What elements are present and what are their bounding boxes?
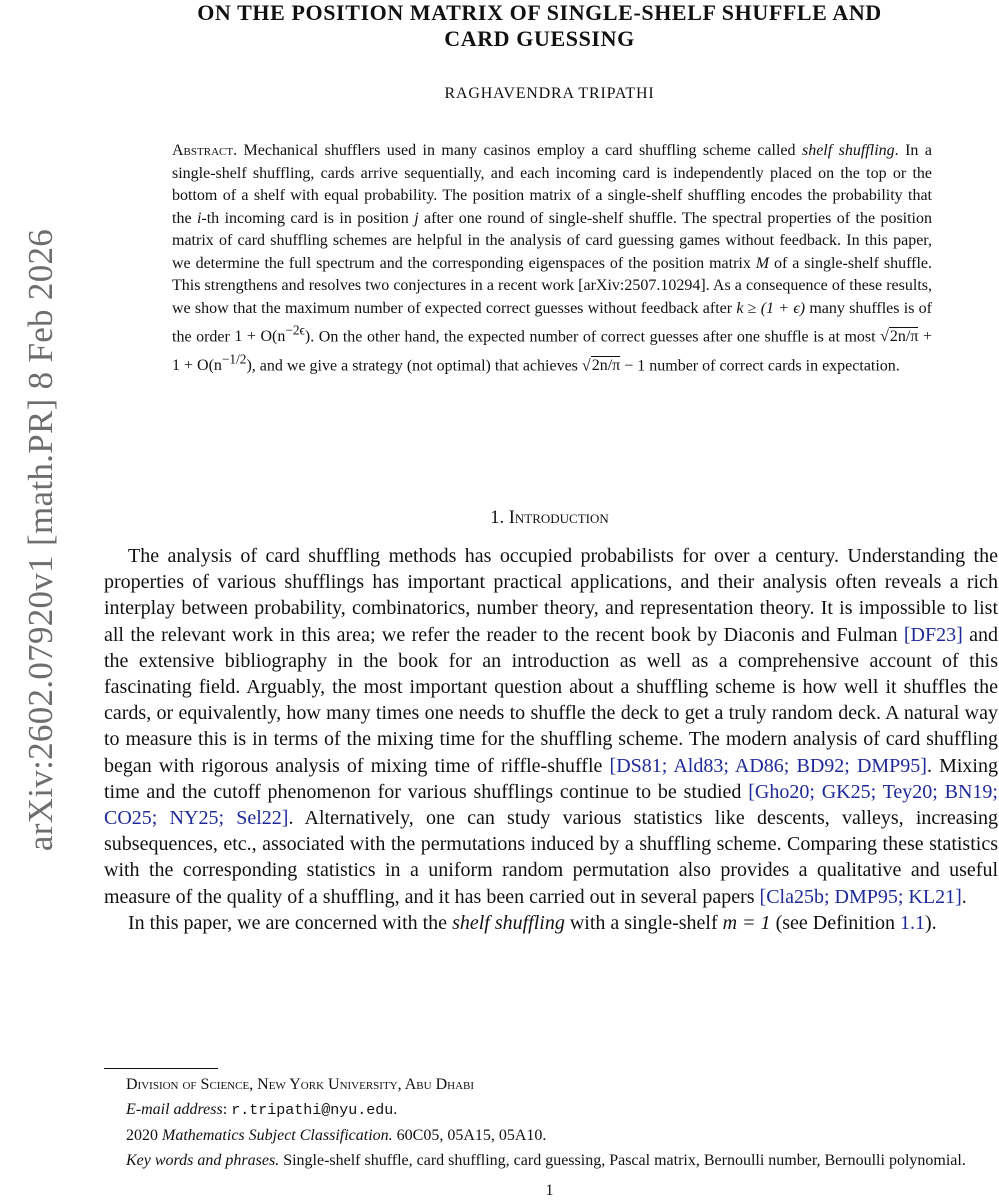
abstract-text: Mechanical shufflers used in many casinos employ a card shuffling scheme called xyxy=(237,142,802,159)
intro-term: shelf shuffling xyxy=(452,911,565,934)
math-var: j xyxy=(414,209,419,227)
citation-link[interactable]: [Cla25b; DMP95; KL21] xyxy=(759,885,962,908)
title-line-1: ON THE POSITION MATRIX OF SINGLE-SHELF SHUFFLE AND xyxy=(197,0,882,25)
section-title: Introduction xyxy=(508,508,609,528)
abstract-text: . On the other hand, the expected number of correct guesses after one shuffle is at most xyxy=(310,328,881,346)
intro-paragraph-2: In this paper, we are concerned with the shelf shuffling with a single-shelf m = 1 (see Definition 1.1). xyxy=(128,911,937,934)
footnotes xyxy=(104,1072,998,1173)
abstract-text: . In a single-shelf shuffling, cards arrive sequentially, and each incoming card is independently placed on the top or the bottom of a shelf with equal probability. The position matrix of a single-shelf shuffling encodes the probability that the xyxy=(172,142,932,227)
abstract-text: -th incoming card is in position xyxy=(201,209,415,227)
section-number: 1. xyxy=(490,508,505,528)
email-address[interactable]: r.tripathi@nyu.edu xyxy=(231,1102,394,1119)
author-name: RAGHAVENDRA TRIPATHI xyxy=(444,85,655,102)
keywords-line: Key words and phrases. Single-shelf shuffle, card shuffling, card guessing, Pascal matrix, Bernoulli number, Bernoulli polynomial. xyxy=(126,1152,966,1169)
arxiv-side-stamp xyxy=(22,195,60,885)
citation-link[interactable]: [Gho20; GK25; Tey20; BN19; CO25; NY25; Sel22] xyxy=(104,780,998,830)
citation-link[interactable]: [DF23] xyxy=(903,623,963,646)
section-heading xyxy=(100,508,999,529)
abstract-label: Abstract. xyxy=(172,142,238,159)
math-expression: k ≥ (1 + ϵ) xyxy=(736,299,806,317)
abstract xyxy=(172,140,932,378)
msc-line: 2020 Mathematics Subject Classification. 60C05, 05A15, 05A10. xyxy=(126,1127,547,1144)
abstract-term: shelf shuffling xyxy=(801,142,895,159)
intro-paragraph-1: The analysis of card shuffling methods has occupied probabilists for over a century. Understanding the properties of various shufflings has important practical applications, and their analysis often reveals a rich interplay between probability, combinatorics, number theory, and representation theory. It is impossible to list all the relevant work in this area; we refer the reader to the recent book by Diaconis and Fulman [DF23] and the extensive bibliography in the book for an introduction as well as a comprehensive account of this fascinating field. Arguably, the most important question about a shuffling scheme is how well it shuffles the cards, or equivalently, how many times one needs to shuffle the deck to get a truly random deck. A natural way to measure this is in terms of the mixing time for the shuffling scheme. The modern analysis of card shuffling began with rigorous analysis of mixing time of riffle-shuffle [DS81; Ald83; AD86; BD92; DMP95]. Mixing time and the cutoff phenomenon for various shufflings continue to be studied [Gho20; GK25; Tey20; BN19; CO25; NY25; Sel22]. Alternatively, one can study various statistics like descents, valleys, increasing subsequences, etc., associated with the permutations induced by a shuffling scheme. Comparing these statistics with the corresponding statistics in a uniform random permutation also provides a qualitative and useful measure of the quality of a shuffling, and it has been carried out in several papers [Cla25b; DMP95; KL21]. xyxy=(104,545,999,908)
math-expression: m = 1 xyxy=(722,911,771,934)
math-expression: $√2n/\pi + 1 + O(n^{-1/2})$ xyxy=(172,328,932,375)
citation-link[interactable]: [DS81; Ald83; AD86; BD92; DMP95] xyxy=(609,754,927,777)
math-expression: $1 + O(n^{-2\epsilon})$ xyxy=(234,323,311,346)
math-var: i xyxy=(196,209,202,227)
math-expression: √2n/π − 1 xyxy=(581,357,646,375)
abstract-text: of a single-shelf shuffle. This strengthens and resolves two conjectures in a recent work [arXiv:2507.10294]. As a consequence of these results, we show that the maximum number of expected correct guesses without feedback after xyxy=(172,254,933,317)
footnote-rule xyxy=(104,1068,218,1069)
email-line: E-mail address: r.tripathi@nyu.edu. xyxy=(126,1101,398,1119)
affiliation: Division of Science, New York University, Abu Dhabi xyxy=(126,1076,475,1093)
arxiv-identifier: arXiv:2602.07920v1 [math.PR] 8 Feb 2026 xyxy=(21,228,60,852)
abstract-text: after one round of single-shelf shuffle. The spectral properties of the position matrix of card shuffling schemes are helpful in the analysis of card guessing games without feedback. In this paper, we determine the full spectrum and the corresponding eigenspaces of the position matrix xyxy=(172,209,933,272)
title-line-2: CARD GUESSING xyxy=(444,26,635,51)
math-var: M xyxy=(755,254,770,272)
introduction-body xyxy=(104,543,998,936)
page-number: 1 xyxy=(545,1182,554,1199)
abstract-text: many shuffles is of the order xyxy=(172,299,932,346)
paper-title xyxy=(100,0,979,52)
definition-link[interactable]: 1.1 xyxy=(899,911,925,934)
abstract-text: , and we give a strategy (not optimal) that achieves xyxy=(251,357,582,375)
abstract-text: number of correct cards in expectation. xyxy=(645,357,900,375)
